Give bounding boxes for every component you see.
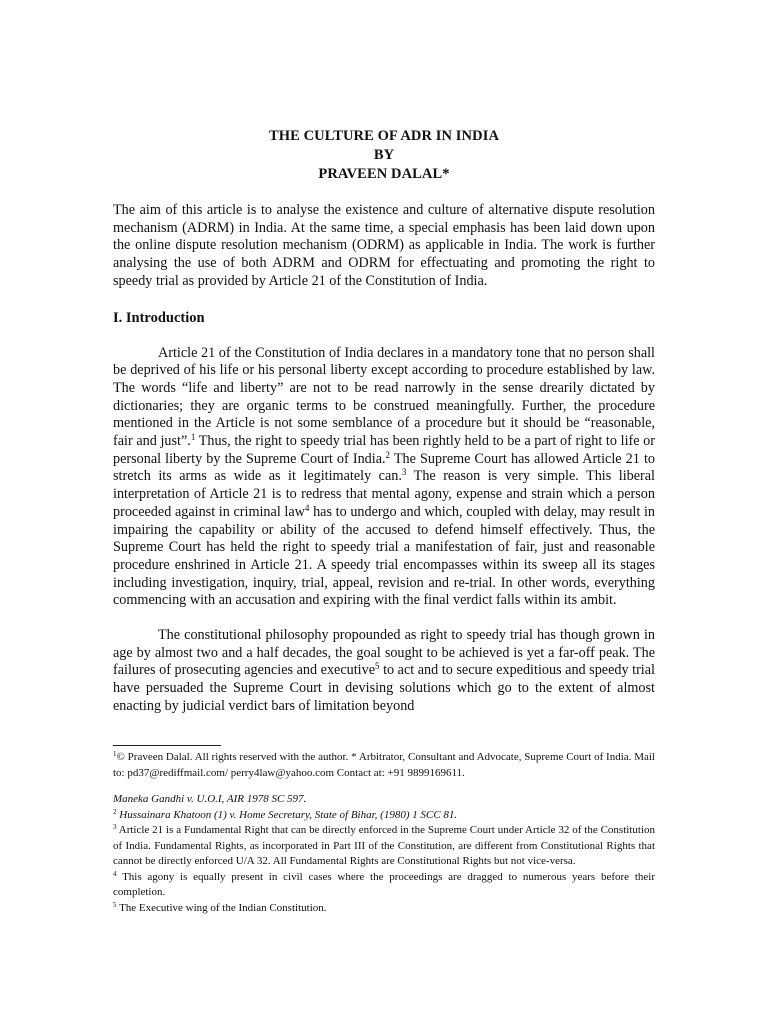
footnote-text: This agony is equally present in civil cases where the proceedings are dragged to numerous years before their completion.: [113, 870, 655, 898]
footnote-1: [113, 792, 655, 808]
philosophy-text-2: to act and to secure expeditious and speedy trial have persuaded the Supreme Court in devising solutions which go to the extent of almost enacting by judicial verdict bars of limitation beyond: [113, 662, 655, 714]
footnote-text: © Praveen Dalal. All rights reserved with the author. * Arbitrator, Consultant and Advocate, Supreme Court of India. Mail to: pd37@rediffmail.com/ perry4law@yahoo.com Contact at: +91 9899169611.: [113, 751, 655, 779]
footnote-3: [113, 823, 655, 870]
footnote-text: The Executive wing of the Indian Constitution.: [119, 901, 327, 914]
intro-text-2: Thus, the right to speedy trial has been rightly held to be a part of right to life or personal liberty by the Supreme Court of India.: [113, 433, 656, 467]
footnote-author: [113, 750, 655, 781]
footnote-marker: 2: [113, 807, 117, 816]
document-title: THE CULTURE OF ADR IN INDIA: [268, 128, 500, 144]
section-heading: I. Introduction: [113, 309, 205, 326]
footnote-marker: 3: [113, 823, 117, 831]
footnote-marker: 5: [113, 900, 117, 909]
footnote-separator: [113, 745, 221, 746]
document-body: [113, 127, 655, 716]
footnote-4: [113, 870, 655, 901]
footnote-text: Maneka Gandhi v. U.O.I, AIR 1978 SC 597.: [113, 793, 307, 805]
footnote-ref-5: 5: [375, 661, 380, 672]
footnote-ref-4: 4: [304, 502, 310, 513]
footnotes-section: [113, 750, 655, 916]
footnote-5: [113, 901, 655, 917]
footnote-2: [113, 808, 655, 824]
footnote-ref-3: 3: [401, 467, 407, 478]
intro-text-5: has to undergo and which, coupled with delay, may result in impairing the capability or ability of the accused to defend himself effectively. Thus, the Supreme Court has held the right to speedy trial a manifestation of fair, just and reasonable procedure enshrined in Article 21. A speedy trial encompasses within its sweep all its stages including investigation, inquiry, trial, appeal, revision and re-trial. In other words, everything commencing with an accusation and expiring with the final verdict falls within its ambit.: [113, 503, 655, 609]
footnote-ref-2: 2: [385, 449, 391, 460]
footnote-marker: 1: [113, 750, 117, 758]
author-name: PRAVEEN DALAL*: [318, 166, 450, 182]
philosophy-paragraph: [113, 627, 655, 716]
footnote-marker: 4: [113, 869, 117, 878]
philosophy-text-1: The constitutional philosophy propounded as right to speedy trial has though grown in age by almost two and a half decades, the goal sought to be achieved is yet a far-off peak. The failures of prosecuting agencies and executive: [113, 627, 655, 679]
byline-label: BY: [373, 147, 395, 163]
abstract-paragraph: The aim of this article is to analyse the existence and culture of alternative dispute resolution mechanism (ADRM) in India. At the same time, a special emphasis has been laid down upon the online dispute resolution mechanism (ODRM) as applicable in India. The work is further analysing the use of both ADRM and ODRM for effectuating and promoting the right to speedy trial as provided by Article 21 of the Constitution of India.: [113, 202, 655, 289]
title-block: [113, 127, 655, 184]
introduction-paragraph: [113, 345, 655, 611]
intro-text-4: The reason is very simple. This liberal interpretation of Article 21 is to redress that mental agony, expense and strain which a person proceeded against in criminal law: [113, 468, 655, 520]
intro-text-3: The Supreme Court has allowed Article 21 to stretch its arms as wide as it legitimately can.: [113, 450, 655, 485]
intro-text-1: Article 21 of the Constitution of India declares in a mandatory tone that no person shall be deprived of his life or his personal liberty except according to procedure established by law. The words “life and liberty” are not to be read narrowly in the sense drearily dictated by dictionaries; they are organic terms to be construed meaningfully. Further, the procedure mentioned in the Article is not some semblance of a procedure but it should be “reasonable, fair and just”.: [113, 344, 655, 450]
footnote-text: Article 21 is a Fundamental Right that can be directly enforced in the Supreme Court under Article 32 of the Constitution of India. Fundamental Rights, as incorporated in Part III of the Constitution, are different from Constitutional Rights that cannot be directly enforced U/A 32. All Fundamental Rights are Constitutional Rights but not vice-versa.: [113, 824, 655, 867]
footnote-text: Hussainara Khatoon (1) v. Home Secretary, State of Bihar, (1980) 1 SCC 81.: [119, 808, 458, 821]
footnote-ref-1: 1: [190, 432, 196, 443]
